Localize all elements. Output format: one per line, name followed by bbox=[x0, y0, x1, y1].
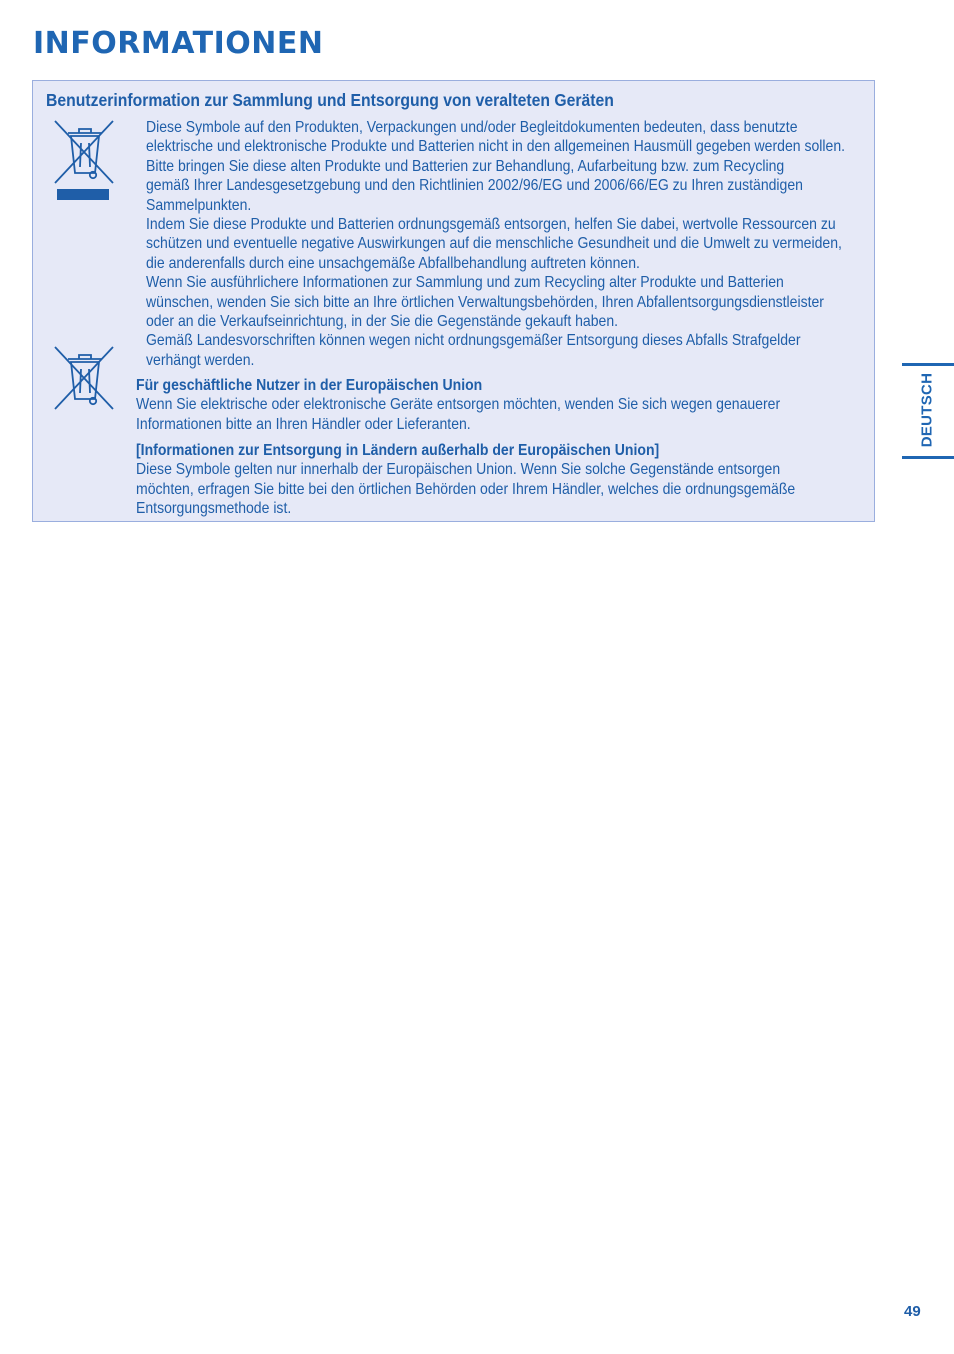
text-line: Gemäß Landesvorschriften können wegen nicht ordnungsgemäßer Entsorgung dieses Abfalls Strafgelder bbox=[146, 332, 801, 350]
business-users-section bbox=[136, 376, 856, 434]
text-line: Informationen bitte an Ihren Händler oder Lieferanten. bbox=[136, 415, 471, 433]
text-line: schützen und eventuelle negative Auswirkungen auf die menschliche Gesundheit und die Umwelt zu vermeiden, bbox=[146, 235, 842, 253]
text-line: Entsorgungsmethode ist. bbox=[136, 500, 292, 518]
text-line: oder an die Verkaufseinrichtung, in der Sie die Gegenstände gekauft haben. bbox=[146, 313, 619, 331]
text-line: Diese Symbole gelten nur innerhalb der Europäischen Union. Wenn Sie solche Gegenstände entsorgen bbox=[136, 461, 781, 479]
outside-eu-heading: [Informationen zur Entsorgung in Ländern außerhalb der Europäischen Union] bbox=[136, 442, 660, 459]
page-title: INFORMATIONEN bbox=[33, 26, 324, 61]
text-line: Bitte bringen Sie diese alten Produkte und Batterien zur Behandlung, Aufarbeitung bzw. zum Recycling bbox=[146, 157, 785, 175]
page-number: 49 bbox=[904, 1303, 921, 1320]
text-line: verhängt werden. bbox=[146, 351, 255, 369]
business-users-heading: Für geschäftliche Nutzer in der Europäischen Union bbox=[136, 377, 483, 394]
language-tab bbox=[902, 363, 954, 459]
crossed-out-bin-icon bbox=[53, 119, 117, 201]
box-heading: Benutzerinformation zur Sammlung und Entsorgung von veralteten Geräten bbox=[46, 90, 614, 110]
text-line: Sammelpunkten. bbox=[146, 196, 252, 214]
crossed-out-bin-battery-icon bbox=[53, 345, 117, 413]
text-line: Indem Sie diese Produkte und Batterien ordnungsgemäß entsorgen, helfen Sie dabei, wertvolle Ressourcen zu bbox=[146, 216, 836, 234]
text-line: Diese Symbole auf den Produkten, Verpackungen und/oder Begleitdokumenten bedeuten, dass benutzte bbox=[146, 119, 798, 136]
text-line: möchten, erfragen Sie bitte bei den örtlichen Behörden oder Ihrem Händler, welches die ordnungsgemäße bbox=[136, 480, 796, 498]
text-line: wünschen, wenden Sie sich bitte an Ihre örtlichen Verwaltungsbehörden, Ihren Abfallentsorgungsdienstleister bbox=[146, 293, 824, 311]
outside-eu-section bbox=[136, 441, 856, 519]
text-line: elektrische und elektronische Produkte und Batterien nicht in den allgemeinen Hausmüll gegeben werden sollen. bbox=[146, 138, 846, 156]
disposal-main-text bbox=[146, 118, 866, 370]
disposal-info-box bbox=[32, 80, 875, 522]
text-line: die anderenfalls durch eine unsachgemäße Abfallbehandlung auftreten können. bbox=[146, 254, 640, 272]
text-line: Wenn Sie elektrische oder elektronische Geräte entsorgen möchten, wenden Sie sich wegen genauerer bbox=[136, 396, 781, 414]
text-line: Wenn Sie ausführlichere Informationen zur Sammlung und zum Recycling alter Produkte und Batterien bbox=[146, 274, 784, 292]
text-line: gemäß Ihrer Landesgesetzgebung und den Richtlinien 2002/96/EG und 2006/66/EG zu Ihren zuständigen bbox=[146, 177, 803, 195]
language-tab-label: DEUTSCH bbox=[918, 372, 936, 448]
